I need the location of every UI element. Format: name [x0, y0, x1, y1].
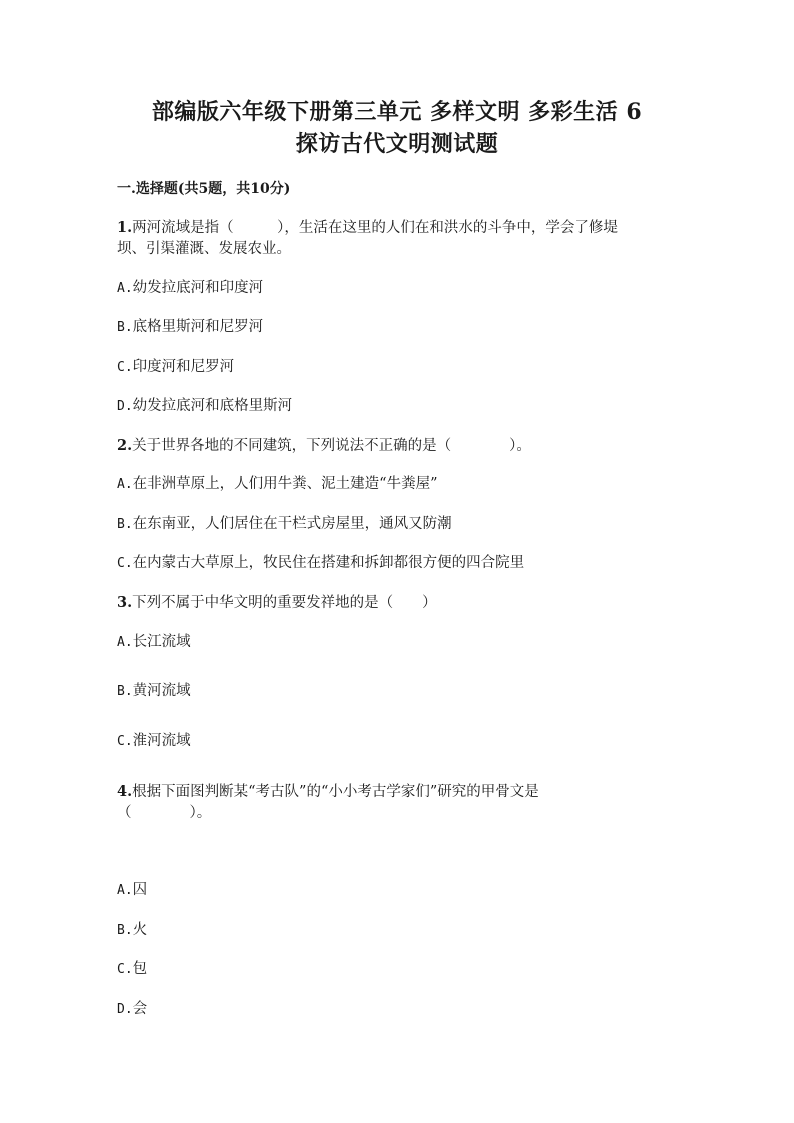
title-line-1: 部编版六年级下册第三单元 多样文明 多彩生活 6	[151, 99, 643, 125]
section-heading: 一.选择题(共5题，共10分)	[117, 181, 291, 197]
question-text: 下列不属于中华文明的重要发祥地的是（ ）	[132, 595, 437, 611]
option-4b: B.火	[117, 922, 148, 938]
option-4c: C.包	[117, 961, 148, 977]
option-1c: C.印度河和尼罗河	[117, 359, 235, 375]
option-3b: B.黄河流域	[117, 683, 191, 699]
question-number: 4.	[117, 783, 133, 800]
option-1a: A.幼发拉底河和印度河	[117, 280, 264, 296]
question-4	[117, 781, 677, 824]
option-2b: B.在东南亚，人们居住在干栏式房屋里，通风又防潮	[117, 516, 452, 532]
option-2c: C.在内蒙古大草原上，牧民住在搭建和拆卸都很方便的四合院里	[117, 555, 525, 571]
option-1b: B.底格里斯河和尼罗河	[117, 319, 264, 335]
option-4d: D.会	[117, 1001, 148, 1017]
option-4a: A.囚	[117, 882, 148, 898]
question-number: 3.	[117, 594, 133, 611]
question-text-cont: 坝、引渠灌溉、发展农业。	[117, 241, 291, 257]
document-title	[100, 96, 694, 160]
title-line-2: 探访古代文明测试题	[295, 131, 499, 157]
question-text-cont: （ ）。	[117, 805, 212, 821]
option-2a: A.在非洲草原上，人们用牛粪、泥土建造“牛粪屋”	[117, 476, 438, 492]
question-number: 2.	[117, 437, 133, 454]
question-1	[117, 217, 677, 260]
question-text: 两河流域是指（ ），生活在这里的人们在和洪水的斗争中，学会了修堤	[132, 220, 618, 236]
option-3c: C.淮河流域	[117, 733, 191, 749]
question-2	[117, 435, 677, 457]
option-1d: D.幼发拉底河和底格里斯河	[117, 398, 293, 414]
question-text: 关于世界各地的不同建筑，下列说法不正确的是（ ）。	[132, 438, 531, 454]
option-3a: A.长江流域	[117, 634, 191, 650]
question-text: 根据下面图判断某“考古队”的“小小考古学家们”研究的甲骨文是	[132, 784, 539, 800]
question-3	[117, 592, 677, 614]
question-number: 1.	[117, 219, 133, 236]
